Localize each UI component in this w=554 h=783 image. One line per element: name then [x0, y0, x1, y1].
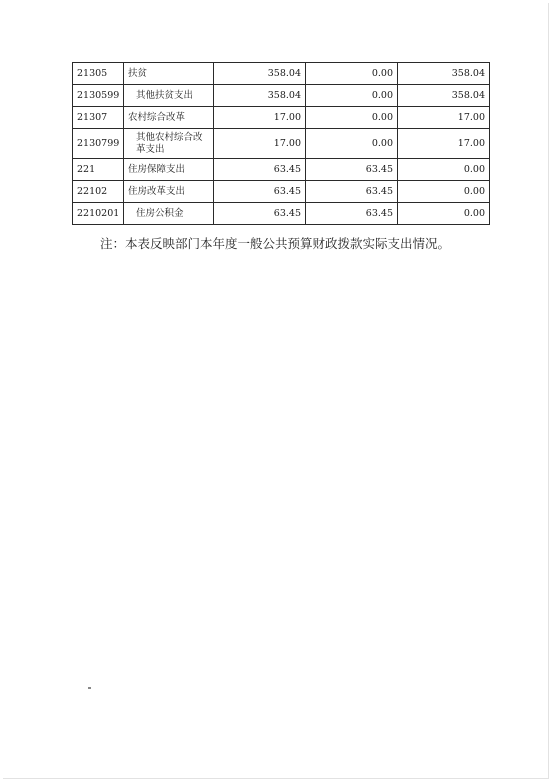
- cell-total: 63.45: [214, 181, 306, 203]
- cell-name: 其他农村综合改革支出: [124, 129, 214, 159]
- expenditure-table: [72, 62, 490, 225]
- cell-project: 0.00: [398, 181, 490, 203]
- cell-project: 0.00: [398, 159, 490, 181]
- table-row: [73, 159, 490, 181]
- cell-basic: 0.00: [306, 129, 398, 159]
- cell-total: 17.00: [214, 129, 306, 159]
- cell-total: 17.00: [214, 107, 306, 129]
- cell-basic: 0.00: [306, 85, 398, 107]
- cell-name: 住房改革支出: [124, 181, 214, 203]
- cell-project: 358.04: [398, 85, 490, 107]
- cell-code: 21305: [73, 63, 124, 85]
- cell-project: 17.00: [398, 129, 490, 159]
- table-row: [73, 203, 490, 225]
- cell-project: 17.00: [398, 107, 490, 129]
- cell-basic: 63.45: [306, 181, 398, 203]
- table-row: [73, 85, 490, 107]
- cell-name: 住房保障支出: [124, 159, 214, 181]
- cell-name: 住房公积金: [124, 203, 214, 225]
- table-row: [73, 129, 490, 159]
- scan-speck: [88, 687, 91, 689]
- cell-project: 358.04: [398, 63, 490, 85]
- cell-project: 0.00: [398, 203, 490, 225]
- cell-code: 2130799: [73, 129, 124, 159]
- table-row: [73, 107, 490, 129]
- table-row: [73, 63, 490, 85]
- cell-basic: 0.00: [306, 63, 398, 85]
- cell-code: 221: [73, 159, 124, 181]
- table-note: 注：本表反映部门本年度一般公共预算财政拨款实际支出情况。: [100, 236, 451, 251]
- cell-name: 农村综合改革: [124, 107, 214, 129]
- cell-basic: 63.45: [306, 159, 398, 181]
- cell-total: 63.45: [214, 203, 306, 225]
- cell-basic: 0.00: [306, 107, 398, 129]
- cell-total: 63.45: [214, 159, 306, 181]
- cell-name: 其他扶贫支出: [124, 85, 214, 107]
- table-row: [73, 181, 490, 203]
- cell-code: 2210201: [73, 203, 124, 225]
- cell-code: 2130599: [73, 85, 124, 107]
- table-body: [73, 63, 490, 225]
- cell-code: 21307: [73, 107, 124, 129]
- cell-total: 358.04: [214, 85, 306, 107]
- cell-total: 358.04: [214, 63, 306, 85]
- cell-name: 扶贫: [124, 63, 214, 85]
- cell-basic: 63.45: [306, 203, 398, 225]
- cell-code: 22102: [73, 181, 124, 203]
